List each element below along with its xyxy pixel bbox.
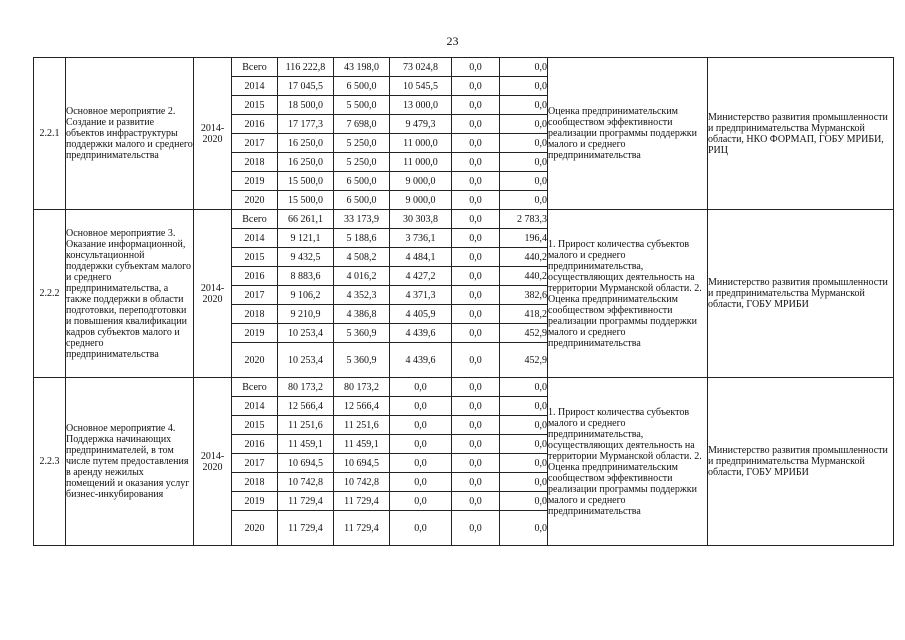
year: 2019 bbox=[232, 172, 278, 191]
measure-name: Основное мероприятие 4. Поддержка начинающих предпринимателей, в том числе путем предоставления в аренду нежилых помещений и оказания услуг бизнес-инкубирования bbox=[66, 378, 194, 546]
federal-budget: 73 024,8 bbox=[390, 58, 452, 77]
regional-budget: 5 360,9 bbox=[334, 324, 390, 343]
total-amount: 10 253,4 bbox=[278, 324, 334, 343]
total-amount: 17 177,3 bbox=[278, 115, 334, 134]
year: Всего bbox=[232, 378, 278, 397]
local-budget: 0,0 bbox=[452, 416, 500, 435]
federal-budget: 0,0 bbox=[390, 416, 452, 435]
measure-name: Основное мероприятие 2. Создание и развитие объектов инфраструктуры поддержки малого и среднего предпринимательства bbox=[66, 58, 194, 210]
total-amount: 10 253,4 bbox=[278, 343, 334, 378]
year: 2015 bbox=[232, 416, 278, 435]
executor: Министерство развития промышленности и предпринимательства Мурманской области, ГОБУ МРИБИ bbox=[708, 210, 894, 378]
other-sources: 0,0 bbox=[500, 416, 548, 435]
federal-budget: 9 000,0 bbox=[390, 191, 452, 210]
total-amount: 66 261,1 bbox=[278, 210, 334, 229]
year: 2018 bbox=[232, 473, 278, 492]
expected-result: 1. Прирост количества субъектов малого и среднего предпринимательства, осуществляющих деятельность на территории Мурманской области. 2. Оценка предпринимательским сообществом эффективности реализации программы поддержки малого и среднего предпринимательства bbox=[548, 378, 708, 546]
local-budget: 0,0 bbox=[452, 435, 500, 454]
other-sources: 0,0 bbox=[500, 454, 548, 473]
period: 2014-2020 bbox=[194, 378, 232, 546]
total-amount: 9 121,1 bbox=[278, 229, 334, 248]
local-budget: 0,0 bbox=[452, 473, 500, 492]
other-sources: 0,0 bbox=[500, 58, 548, 77]
federal-budget: 4 439,6 bbox=[390, 324, 452, 343]
expected-result: Оценка предпринимательским сообществом эффективности реализации программы поддержки малого и среднего предпринимательства bbox=[548, 58, 708, 210]
other-sources: 0,0 bbox=[500, 77, 548, 96]
local-budget: 0,0 bbox=[452, 115, 500, 134]
year: 2016 bbox=[232, 115, 278, 134]
local-budget: 0,0 bbox=[452, 229, 500, 248]
other-sources: 418,2 bbox=[500, 305, 548, 324]
other-sources: 452,9 bbox=[500, 324, 548, 343]
total-amount: 10 694,5 bbox=[278, 454, 334, 473]
total-amount: 11 729,4 bbox=[278, 511, 334, 546]
federal-budget: 10 545,5 bbox=[390, 77, 452, 96]
total-amount: 16 250,0 bbox=[278, 153, 334, 172]
year: 2020 bbox=[232, 191, 278, 210]
year: 2017 bbox=[232, 454, 278, 473]
other-sources: 0,0 bbox=[500, 172, 548, 191]
total-amount: 11 251,6 bbox=[278, 416, 334, 435]
regional-budget: 11 251,6 bbox=[334, 416, 390, 435]
local-budget: 0,0 bbox=[452, 210, 500, 229]
federal-budget: 9 479,3 bbox=[390, 115, 452, 134]
other-sources: 0,0 bbox=[500, 435, 548, 454]
federal-budget: 13 000,0 bbox=[390, 96, 452, 115]
regional-budget: 33 173,9 bbox=[334, 210, 390, 229]
total-amount: 16 250,0 bbox=[278, 134, 334, 153]
regional-budget: 43 198,0 bbox=[334, 58, 390, 77]
regional-budget: 6 500,0 bbox=[334, 172, 390, 191]
local-budget: 0,0 bbox=[452, 58, 500, 77]
regional-budget: 11 459,1 bbox=[334, 435, 390, 454]
other-sources: 196,4 bbox=[500, 229, 548, 248]
total-amount: 15 500,0 bbox=[278, 172, 334, 191]
item-number: 2.2.3 bbox=[34, 378, 66, 546]
other-sources: 0,0 bbox=[500, 378, 548, 397]
year: 2020 bbox=[232, 343, 278, 378]
regional-budget: 5 250,0 bbox=[334, 134, 390, 153]
local-budget: 0,0 bbox=[452, 96, 500, 115]
local-budget: 0,0 bbox=[452, 267, 500, 286]
measure-name: Основное мероприятие 3. Оказание информационной, консультационной поддержки субъектам малого и среднего предпринимательства, а также поддержки в области подготовки, переподготовки и повышения квалификации кадров субъектов малого и среднего предпринимательства bbox=[66, 210, 194, 378]
period: 2014-2020 bbox=[194, 58, 232, 210]
year: 2018 bbox=[232, 153, 278, 172]
year: 2014 bbox=[232, 229, 278, 248]
local-budget: 0,0 bbox=[452, 191, 500, 210]
federal-budget: 9 000,0 bbox=[390, 172, 452, 191]
other-sources: 440,2 bbox=[500, 248, 548, 267]
other-sources: 2 783,3 bbox=[500, 210, 548, 229]
year: 2019 bbox=[232, 324, 278, 343]
year: 2017 bbox=[232, 286, 278, 305]
other-sources: 0,0 bbox=[500, 153, 548, 172]
year: 2017 bbox=[232, 134, 278, 153]
table-row bbox=[34, 58, 894, 77]
executor: Министерство развития промышленности и предпринимательства Мурманской области, ГОБУ МРИБИ bbox=[708, 378, 894, 546]
table-row bbox=[34, 378, 894, 397]
regional-budget: 11 729,4 bbox=[334, 492, 390, 511]
period: 2014-2020 bbox=[194, 210, 232, 378]
local-budget: 0,0 bbox=[452, 511, 500, 546]
regional-budget: 6 500,0 bbox=[334, 77, 390, 96]
total-amount: 9 106,2 bbox=[278, 286, 334, 305]
regional-budget: 11 729,4 bbox=[334, 511, 390, 546]
local-budget: 0,0 bbox=[452, 153, 500, 172]
local-budget: 0,0 bbox=[452, 248, 500, 267]
federal-budget: 0,0 bbox=[390, 454, 452, 473]
other-sources: 0,0 bbox=[500, 397, 548, 416]
other-sources: 0,0 bbox=[500, 191, 548, 210]
regional-budget: 7 698,0 bbox=[334, 115, 390, 134]
year: 2020 bbox=[232, 511, 278, 546]
federal-budget: 0,0 bbox=[390, 435, 452, 454]
federal-budget: 4 484,1 bbox=[390, 248, 452, 267]
table-row bbox=[34, 210, 894, 229]
item-number: 2.2.2 bbox=[34, 210, 66, 378]
total-amount: 11 459,1 bbox=[278, 435, 334, 454]
federal-budget: 0,0 bbox=[390, 473, 452, 492]
year: 2016 bbox=[232, 435, 278, 454]
total-amount: 9 210,9 bbox=[278, 305, 334, 324]
local-budget: 0,0 bbox=[452, 324, 500, 343]
federal-budget: 4 371,3 bbox=[390, 286, 452, 305]
other-sources: 0,0 bbox=[500, 492, 548, 511]
federal-budget: 3 736,1 bbox=[390, 229, 452, 248]
local-budget: 0,0 bbox=[452, 378, 500, 397]
regional-budget: 10 694,5 bbox=[334, 454, 390, 473]
local-budget: 0,0 bbox=[452, 134, 500, 153]
total-amount: 18 500,0 bbox=[278, 96, 334, 115]
local-budget: 0,0 bbox=[452, 286, 500, 305]
local-budget: 0,0 bbox=[452, 397, 500, 416]
year: 2015 bbox=[232, 248, 278, 267]
regional-budget: 5 188,6 bbox=[334, 229, 390, 248]
year: 2014 bbox=[232, 77, 278, 96]
total-amount: 17 045,5 bbox=[278, 77, 334, 96]
total-amount: 80 173,2 bbox=[278, 378, 334, 397]
local-budget: 0,0 bbox=[452, 343, 500, 378]
regional-budget: 6 500,0 bbox=[334, 191, 390, 210]
regional-budget: 5 360,9 bbox=[334, 343, 390, 378]
total-amount: 8 883,6 bbox=[278, 267, 334, 286]
year: Всего bbox=[232, 58, 278, 77]
regional-budget: 5 500,0 bbox=[334, 96, 390, 115]
year: 2015 bbox=[232, 96, 278, 115]
regional-budget: 80 173,2 bbox=[334, 378, 390, 397]
federal-budget: 0,0 bbox=[390, 397, 452, 416]
regional-budget: 4 016,2 bbox=[334, 267, 390, 286]
total-amount: 12 566,4 bbox=[278, 397, 334, 416]
federal-budget: 4 439,6 bbox=[390, 343, 452, 378]
local-budget: 0,0 bbox=[452, 454, 500, 473]
other-sources: 440,2 bbox=[500, 267, 548, 286]
total-amount: 10 742,8 bbox=[278, 473, 334, 492]
regional-budget: 4 352,3 bbox=[334, 286, 390, 305]
federal-budget: 11 000,0 bbox=[390, 134, 452, 153]
federal-budget: 4 405,9 bbox=[390, 305, 452, 324]
other-sources: 0,0 bbox=[500, 473, 548, 492]
federal-budget: 0,0 bbox=[390, 511, 452, 546]
regional-budget: 10 742,8 bbox=[334, 473, 390, 492]
other-sources: 452,9 bbox=[500, 343, 548, 378]
total-amount: 11 729,4 bbox=[278, 492, 334, 511]
year: 2019 bbox=[232, 492, 278, 511]
total-amount: 15 500,0 bbox=[278, 191, 334, 210]
regional-budget: 12 566,4 bbox=[334, 397, 390, 416]
local-budget: 0,0 bbox=[452, 172, 500, 191]
regional-budget: 4 508,2 bbox=[334, 248, 390, 267]
other-sources: 382,6 bbox=[500, 286, 548, 305]
program-table bbox=[33, 57, 894, 546]
local-budget: 0,0 bbox=[452, 492, 500, 511]
federal-budget: 0,0 bbox=[390, 378, 452, 397]
year: 2016 bbox=[232, 267, 278, 286]
local-budget: 0,0 bbox=[452, 77, 500, 96]
federal-budget: 4 427,2 bbox=[390, 267, 452, 286]
federal-budget: 0,0 bbox=[390, 492, 452, 511]
regional-budget: 5 250,0 bbox=[334, 153, 390, 172]
local-budget: 0,0 bbox=[452, 305, 500, 324]
regional-budget: 4 386,8 bbox=[334, 305, 390, 324]
year: 2018 bbox=[232, 305, 278, 324]
other-sources: 0,0 bbox=[500, 511, 548, 546]
other-sources: 0,0 bbox=[500, 115, 548, 134]
year: Всего bbox=[232, 210, 278, 229]
expected-result: 1. Прирост количества субъектов малого и среднего предпринимательства, осуществляющих деятельность на территории Мурманской области. 2. Оценка предпринимательским сообществом эффективности реализации программы поддержки малого и среднего предпринимательства bbox=[548, 210, 708, 378]
executor: Министерство развития промышленности и предпринимательства Мурманской области, НКО ФОРМАП, ГОБУ МРИБИ, РИЦ bbox=[708, 58, 894, 210]
other-sources: 0,0 bbox=[500, 134, 548, 153]
total-amount: 116 222,8 bbox=[278, 58, 334, 77]
total-amount: 9 432,5 bbox=[278, 248, 334, 267]
federal-budget: 11 000,0 bbox=[390, 153, 452, 172]
other-sources: 0,0 bbox=[500, 96, 548, 115]
item-number: 2.2.1 bbox=[34, 58, 66, 210]
year: 2014 bbox=[232, 397, 278, 416]
federal-budget: 30 303,8 bbox=[390, 210, 452, 229]
page-number: 23 bbox=[446, 34, 459, 48]
